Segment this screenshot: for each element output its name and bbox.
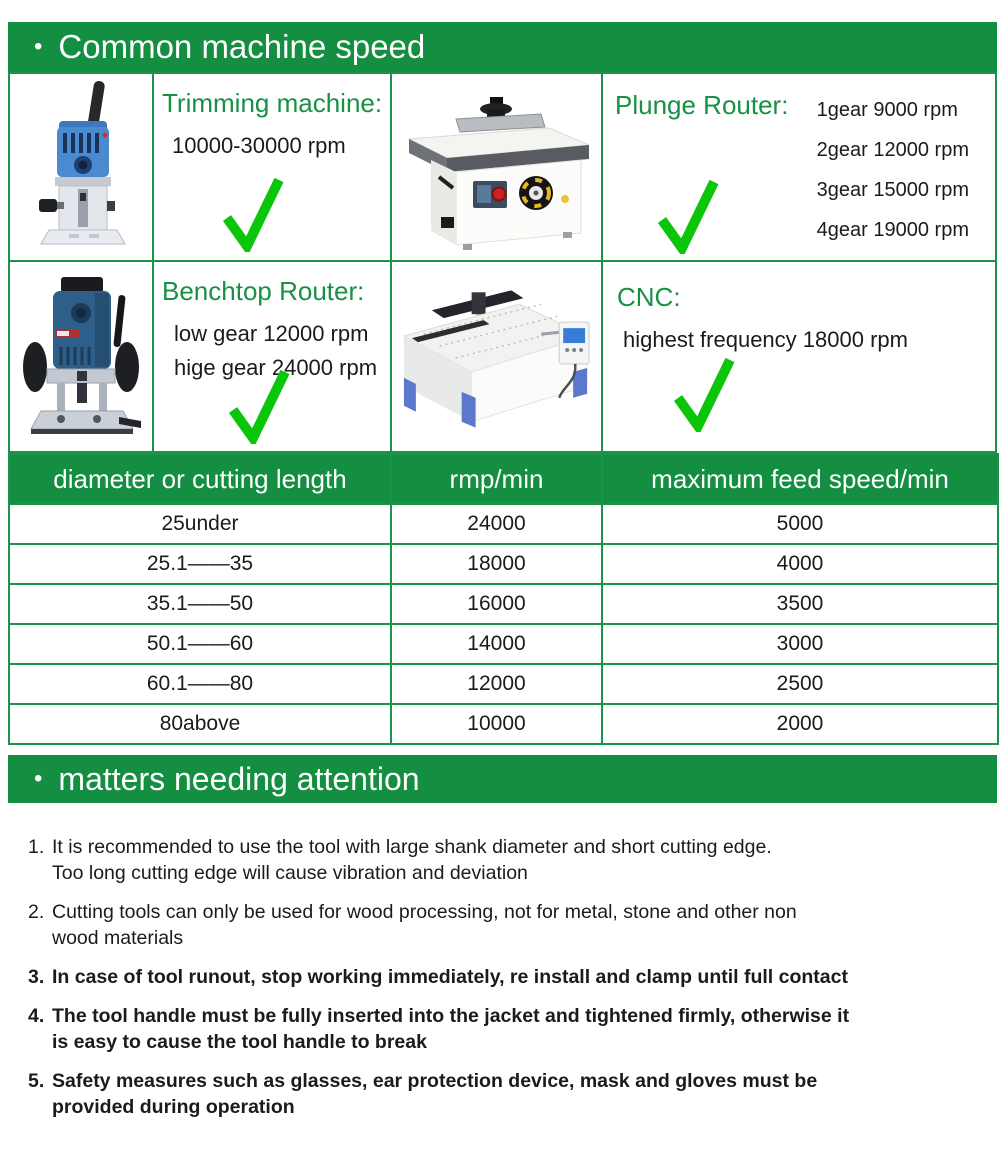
col-header-feed-speed: maximum feed speed/min [602,454,998,504]
bullet-dot: • [34,765,43,792]
note-line: The tool handle must be fully inserted into the jacket and tightened firmly, otherwise it [52,1005,850,1027]
machine-label: CNC: [617,282,681,312]
note-item-3 [28,964,980,990]
cell-rpm: 14000 [391,624,602,664]
machine-spec: low gear 12000 rpm [174,321,369,346]
table-row [9,664,998,704]
cell-diameter: 25under [9,504,391,544]
note-item-1 [28,834,980,886]
section-banner-common-machine-speed [8,22,997,72]
note-number: 1. [28,836,45,858]
section-banner-matters-needing-attention [8,755,997,803]
trimming-machine-photo [25,81,137,253]
machine-spec: highest frequency 18000 rpm [623,327,908,352]
machine-label: Plunge Router: [615,90,789,120]
table-row [9,584,998,624]
note-line: provided during operation [52,1096,295,1118]
checkmark-icon [671,354,737,432]
checkmark-icon [655,176,721,254]
machine-spec: 3gear 15000 rpm [816,179,969,201]
checkmark-icon [220,174,286,252]
note-line: In case of tool runout, stop working immediately, re install and clamp until full contact [52,966,848,988]
note-number: 3. [28,966,45,988]
table-row [9,624,998,664]
section-title: Common machine speed [58,28,426,65]
machine-photo-cell [392,74,603,262]
plunge-router-photo [19,271,143,443]
note-number: 2. [28,901,45,923]
note-item-4 [28,1003,980,1055]
col-header-diameter: diameter or cutting length [9,454,391,504]
note-line: Cutting tools can only be used for wood processing, not for metal, stone and other non [52,901,797,923]
note-line: wood materials [52,927,184,949]
cell-rpm: 10000 [391,704,602,744]
cell-feed: 3500 [602,584,998,624]
machine-info-cell-benchtop-router [154,262,392,451]
note-line: It is recommended to use the tool with large shank diameter and short cutting edge. [52,836,772,858]
table-row [9,704,998,744]
machine-spec: 2gear 12000 rpm [816,139,969,161]
bullet-dot: • [34,33,43,60]
machine-spec: 4gear 19000 rpm [816,219,969,241]
cell-rpm: 16000 [391,584,602,624]
speed-table-header-row [9,454,998,504]
machine-spec: 10000-30000 rpm [172,133,346,158]
col-header-rpm: rmp/min [391,454,602,504]
note-number: 5. [28,1070,45,1092]
cell-feed: 2000 [602,704,998,744]
cell-diameter: 25.1——35 [9,544,391,584]
cnc-machine-photo [392,274,601,439]
note-item-2 [28,899,980,951]
section-title: matters needing attention [58,760,420,797]
cell-feed: 4000 [602,544,998,584]
cell-diameter: 60.1——80 [9,664,391,704]
note-line: is easy to cause the tool handle to break [52,1031,427,1053]
note-line: Too long cutting edge will cause vibration and deviation [52,862,528,884]
machine-spec: hige gear 24000 rpm [174,355,378,380]
machine-photo-cell [10,262,154,451]
machine-label: Benchtop Router: [162,276,365,306]
machine-photo-cell [10,74,154,262]
machine-photo-cell [392,262,603,451]
cell-diameter: 50.1——60 [9,624,391,664]
cell-feed: 2500 [602,664,998,704]
note-line: Safety measures such as glasses, ear protection device, mask and gloves must be [52,1070,818,1092]
attention-notes [28,834,980,1133]
cell-rpm: 12000 [391,664,602,704]
cell-feed: 5000 [602,504,998,544]
spindle-moulder-photo [401,81,593,253]
cell-feed: 3000 [602,624,998,664]
table-row [9,544,998,584]
table-row [9,504,998,544]
speed-table [8,453,999,745]
note-item-5 [28,1068,980,1120]
note-number: 4. [28,1005,45,1027]
cell-diameter: 35.1——50 [9,584,391,624]
machine-info-cell-plunge-router [603,74,995,262]
machine-info-cell-cnc [603,262,995,451]
machine-spec: 1gear 9000 rpm [816,99,958,121]
machine-speed-grid [8,72,997,453]
cell-rpm: 24000 [391,504,602,544]
machine-info-cell-trimming [154,74,392,262]
machine-label: Trimming machine: [162,88,383,118]
cell-rpm: 18000 [391,544,602,584]
checkmark-icon [226,366,292,444]
cell-diameter: 80above [9,704,391,744]
